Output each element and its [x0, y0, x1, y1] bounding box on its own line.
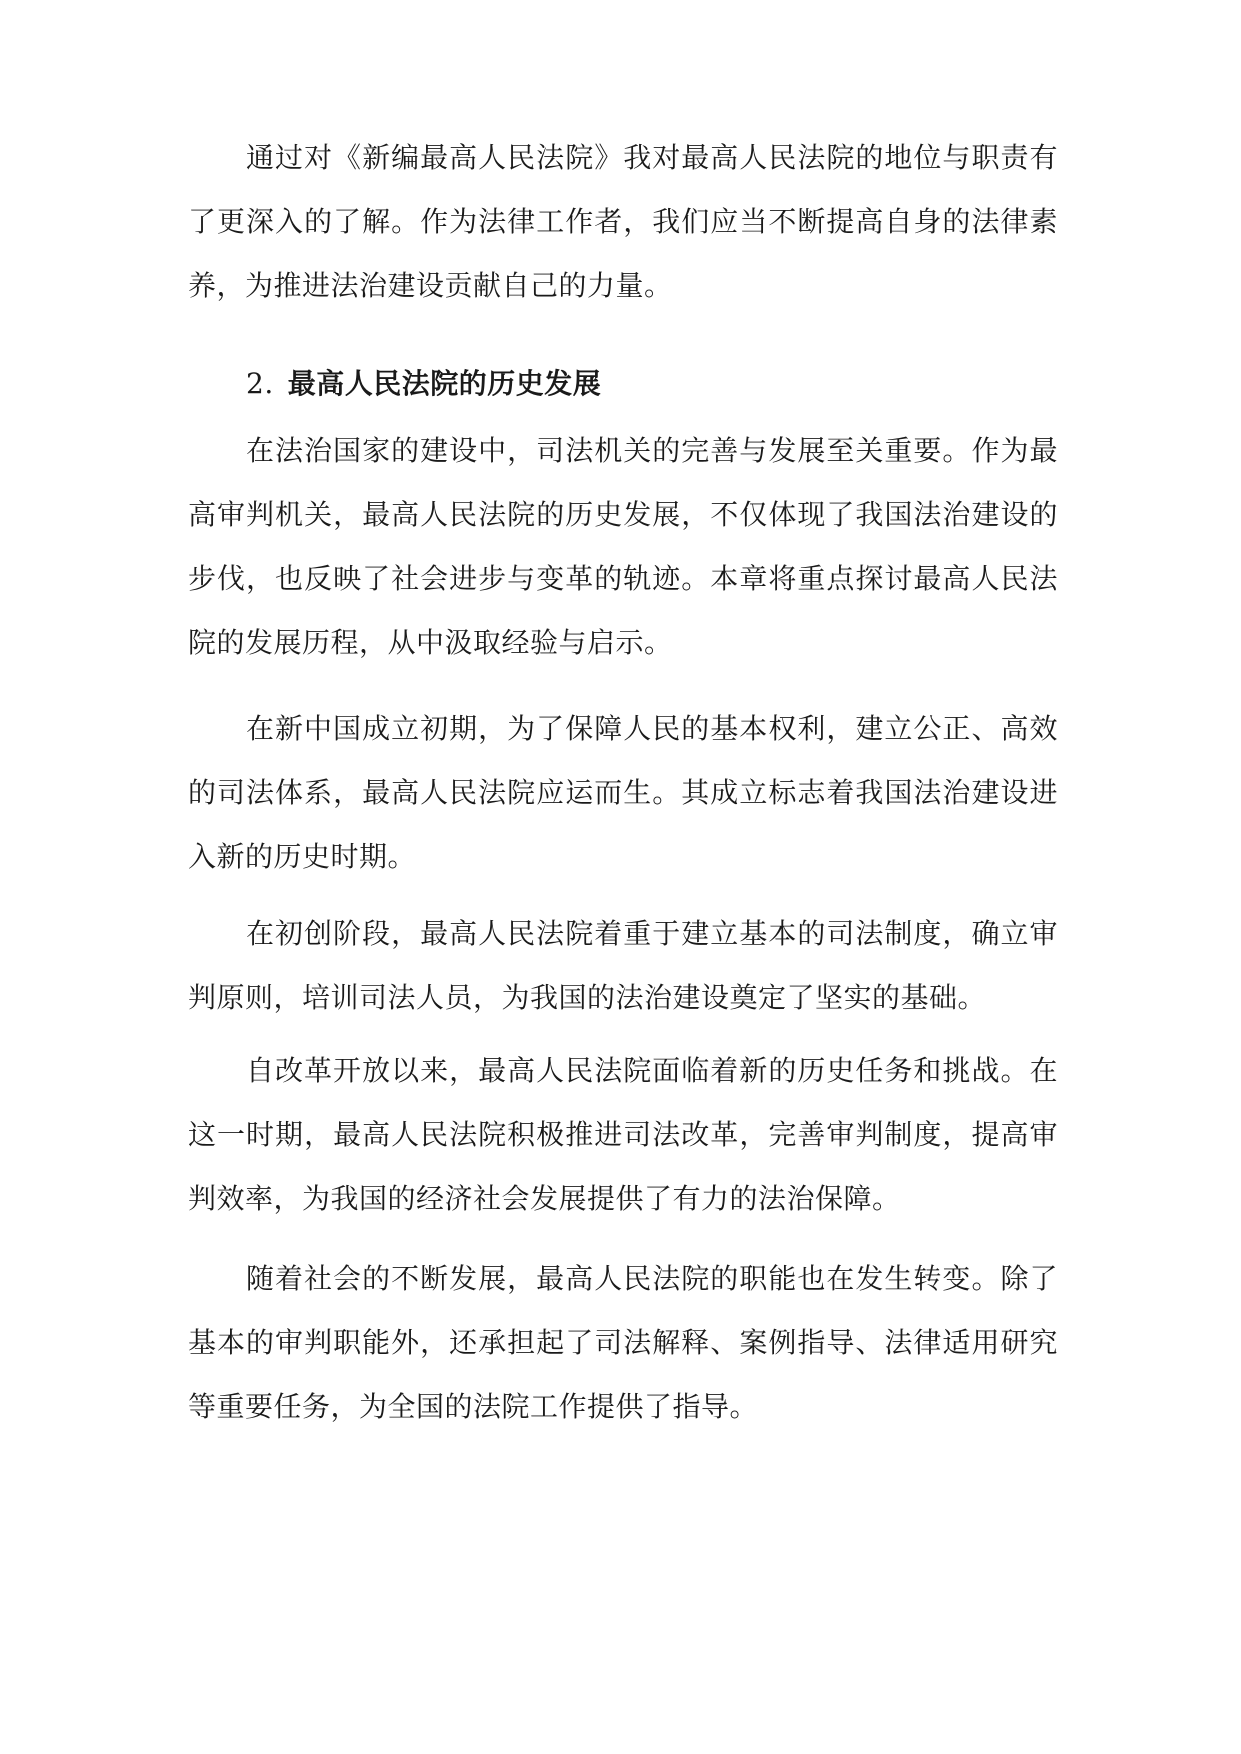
section-number: 2. [246, 367, 274, 400]
body-paragraph-2: 在新中国成立初期，为了保障人民的基本权利，建立公正、高效的司法体系，最高人民法院应运而生。其成立标志着我国法治建设进入新的历史时期。 [188, 712, 1058, 873]
section-title: 最高人民法院的历史发展 [287, 367, 602, 400]
intro-paragraph: 通过对《新编最高人民法院》我对最高人民法院的地位与职责有了更深入的了解。作为法律工作者，我们应当不断提高自身的法律素养，为推进法治建设贡献自己的力量。 [188, 141, 1058, 302]
body-paragraph-3: 在初创阶段，最高人民法院着重于建立基本的司法制度，确立审判原则，培训司法人员，为我国的法治建设奠定了坚实的基础。 [188, 917, 1058, 1014]
body-paragraph-5: 随着社会的不断发展，最高人民法院的职能也在发生转变。除了基本的审判职能外，还承担起了司法解释、案例指导、法律适用研究等重要任务，为全国的法院工作提供了指导。 [188, 1262, 1058, 1423]
body-paragraph-1: 在法治国家的建设中，司法机关的完善与发展至关重要。作为最高审判机关，最高人民法院的历史发展，不仅体现了我国法治建设的步伐，也反映了社会进步与变革的轨迹。本章将重点探讨最高人民法院的发展历程，从中汲取经验与启示。 [188, 434, 1058, 659]
body-paragraph-4: 自改革开放以来，最高人民法院面临着新的历史任务和挑战。在这一时期，最高人民法院积极推进司法改革，完善审判制度，提高审判效率，为我国的经济社会发展提供了有力的法治保障。 [188, 1054, 1058, 1215]
section-heading [246, 364, 601, 404]
